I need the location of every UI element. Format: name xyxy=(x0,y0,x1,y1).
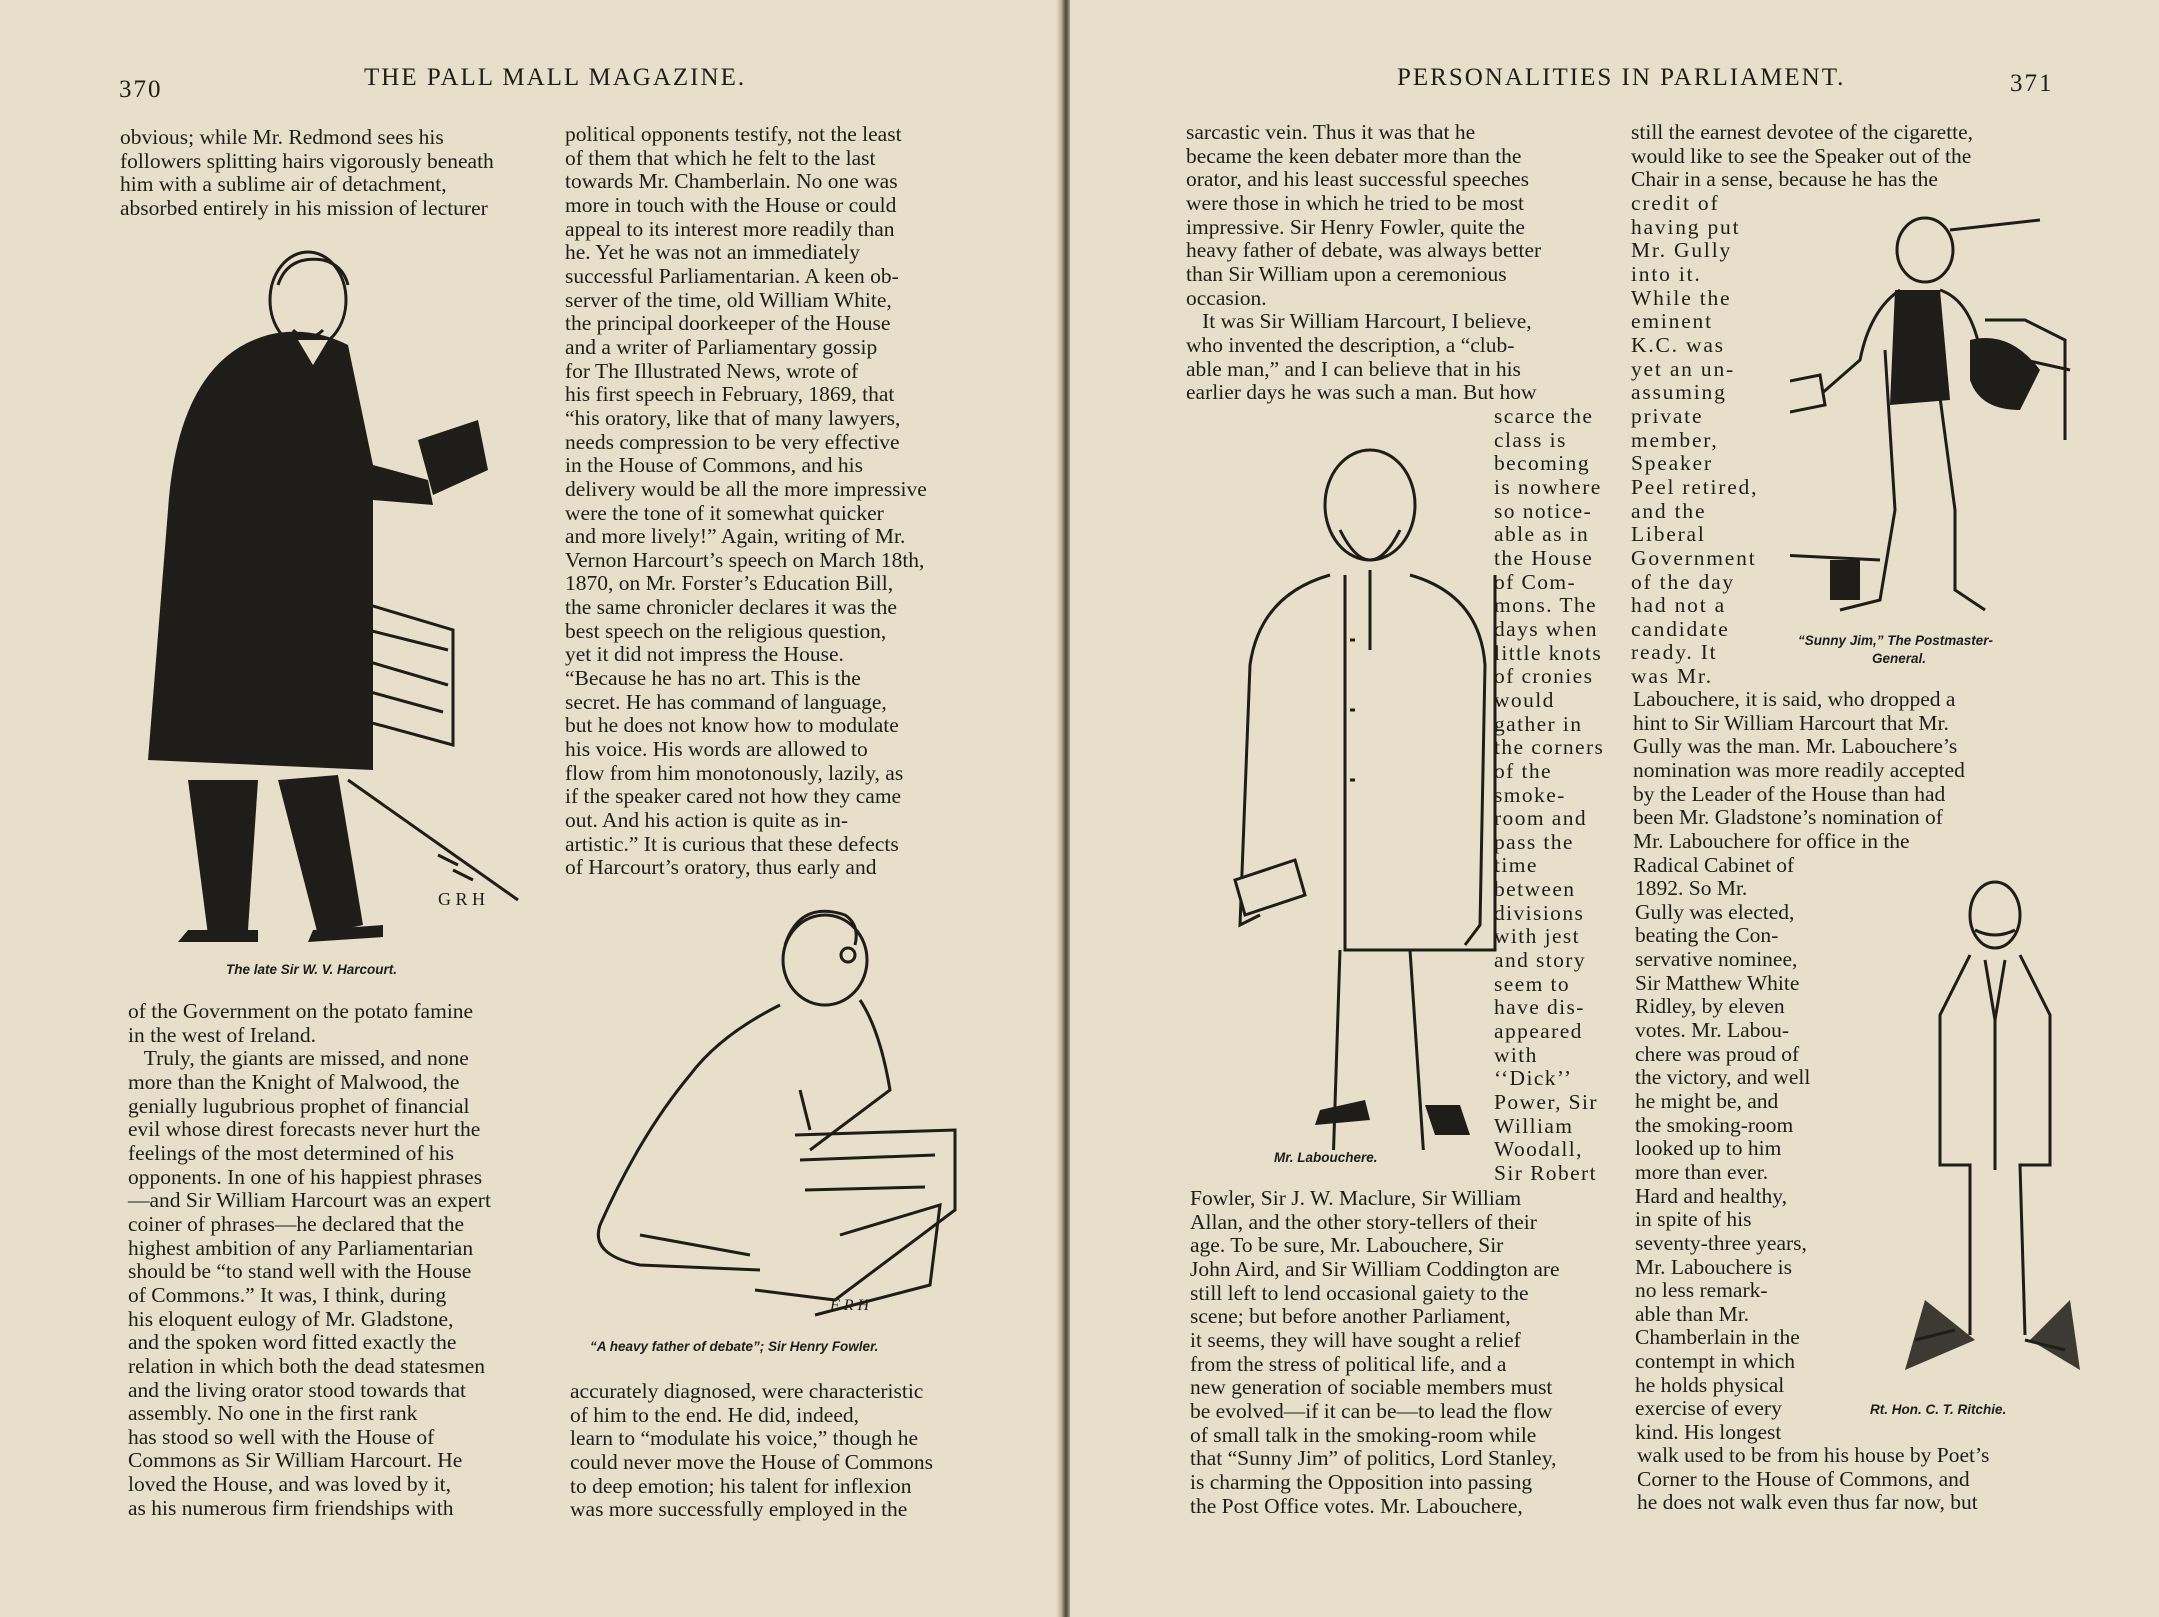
column-text: scarce the class is becoming is nowhere so notice- able as in the House of Com- mons. The days when little knots of cronies would gather in the corners of the smoke- room and pass the time between divisions with jest and story seem to have dis- appeared with ‘‘Dick’’ Power, Sir William Woodall, Sir Robert xyxy=(1494,404,1605,1185)
ritchie-illustration xyxy=(1845,870,2105,1400)
column-text: walk used to be from his house by Poet’s Corner to the House of Commons, and he does not walk even thus far now, but xyxy=(1637,1443,1990,1515)
right-page xyxy=(1070,0,2159,1617)
figure-caption: “Sunny Jim,” The Postmaster- xyxy=(1798,633,1994,648)
left-page xyxy=(0,0,1062,1617)
svg-text:G R H: G R H xyxy=(438,889,486,909)
fowler-illustration xyxy=(590,905,990,1325)
column-text: credit of having put Mr. Gully into it. While the eminent K.C. was yet an un- assuming private member, Speaker Peel retired, and the Liberal Government of the day had not a candidate ready. It was Mr. xyxy=(1631,191,1759,689)
page-number: 371 xyxy=(2010,70,2054,97)
column-text: 1892. So Mr. Gully was elected, beating the Con- servative nominee, Sir Matthew White Ridley, by eleven votes. Mr. Labou- chere was proud of the victory, and well he might be, and the smoking-room looked up to him more than ever. Hard and healthy, in spite of his seventy-three years, Mr. Labouchere is no less remark- able than Mr. Chamberlain in the contempt in which he holds physical exercise of every kind. His longest xyxy=(1635,876,1811,1445)
column-text: Fowler, Sir J. W. Maclure, Sir William Allan, and the other story-tellers of their age. To be sure, Mr. Labouchere, Sir John Aird, and Sir William Coddington are still left to lend occasional gaiety to the scene; but before another Parliament, it seems, they will have sought a relief from the stress of political life, and a new generation of sociable members must be evolved—if it can be—to lead the flow of small talk in the smoking-room while that “Sunny Jim” of politics, Lord Stanley, is charming the Opposition into passing the Post Office votes. Mr. Labouchere, xyxy=(1190,1186,1560,1518)
figure-caption: “A heavy father of debate”; Sir Henry Fowler. xyxy=(590,1339,879,1354)
column-text: still the earnest devotee of the cigarette, would like to see the Speaker out of the Chair in a sense, because he has the xyxy=(1631,120,1974,192)
page-number: 370 xyxy=(119,76,163,103)
harcourt-illustration xyxy=(128,240,528,955)
running-head: THE PALL MALL MAGAZINE. xyxy=(364,64,747,91)
column-text: obvious; while Mr. Redmond sees his followers splitting hairs vigorously beneath him with a sublime air of detachment, absorbed entirely in his mission of lecturer xyxy=(120,125,494,220)
column-text: sarcastic vein. Thus it was that he became the keen debater more than the orator, and his least successful speeches were those in which he tried to be most impressive. Sir Henry Fowler, quite the heavy father of debate, was always better than Sir William upon a ceremonious occasion. It was Sir William Harcourt, I believe, who invented the description, a “club- able man,” and I can believe that in his earlier days he was such a man. But how xyxy=(1186,120,1542,405)
column-text: political opponents testify, not the least of them that which he felt to the last towards Mr. Chamberlain. No one was more in touch with the House or could appeal to its interest more readily than he. Yet he was not an immediately successful Parliamentarian. A keen ob- server of the time, old William White, the principal doorkeeper of the House and a writer of Parliamentary gossip for The Illustrated News, wrote of his first speech in February, 1869, that “his oratory, like that of many lawyers, needs compression to be very effective in the House of Commons, and his delivery would be all the more impressive were the tone of it somewhat quicker and more lively!” Again, writing of Mr. Vernon Harcourt’s speech on March 18th, 1870, on Mr. Forster’s Education Bill, the same chronicler declares it was the best speech on the religious question, yet it did not impress the House. “Because he has no art. This is the secret. He has command of language, but he does not know how to modulate his voice. His words are allowed to flow from him monotonously, lazily, as if the speaker cared not how they came out. And his action is quite as in- artistic.” It is curious that these defects of Harcourt’s oratory, thus early and xyxy=(565,122,927,880)
sunny-jim-illustration xyxy=(1790,200,2110,630)
svg-text:F R H: F R H xyxy=(830,1297,870,1314)
figure-caption: Mr. Labouchere. xyxy=(1274,1150,1378,1165)
column-text: of the Government on the potato famine in the west of Ireland. Truly, the giants are missed, and none more than the Knight of Malwood, the genially lugubrious prophet of financial evil whose direst forecasts never hurt the feelings of the most determined of his opponents. In one of his happiest phrases —and Sir William Harcourt was an expert coiner of phrases—he declared that the highest ambition of any Parliamentarian should be “to stand well with the House of Commons.” It was, I think, during his eloquent eulogy of Mr. Gladstone, and the spoken word fitted exactly the relation in which both the dead statesmen and the living orator stood towards that assembly. No one in the first rank has stood so well with the House of Commons as Sir William Harcourt. He loved the House, and was loved by it, as his numerous firm friendships with xyxy=(128,999,491,1520)
figure-caption: The late Sir W. V. Harcourt. xyxy=(226,962,398,977)
running-head: PERSONALITIES IN PARLIAMENT. xyxy=(1397,64,1846,91)
figure-caption: General. xyxy=(1872,651,1927,666)
column-text: accurately diagnosed, were characteristic of him to the end. He did, indeed, learn to “modulate his voice,” though he could never move the House of Commons to deep emotion; his talent for inflexion was more successfully employed in the xyxy=(570,1379,934,1522)
figure-caption: Rt. Hon. C. T. Ritchie. xyxy=(1870,1402,2007,1417)
labouchere-illustration xyxy=(1220,430,1540,1150)
column-text: Labouchere, it is said, who dropped a hint to Sir William Harcourt that Mr. Gully was the man. Mr. Labouchere’s nomination was more readily accepted by the Leader of the House than had been Mr. Gladstone’s nomination of Mr. Labouchere for office in the Radical Cabinet of xyxy=(1633,687,1965,877)
